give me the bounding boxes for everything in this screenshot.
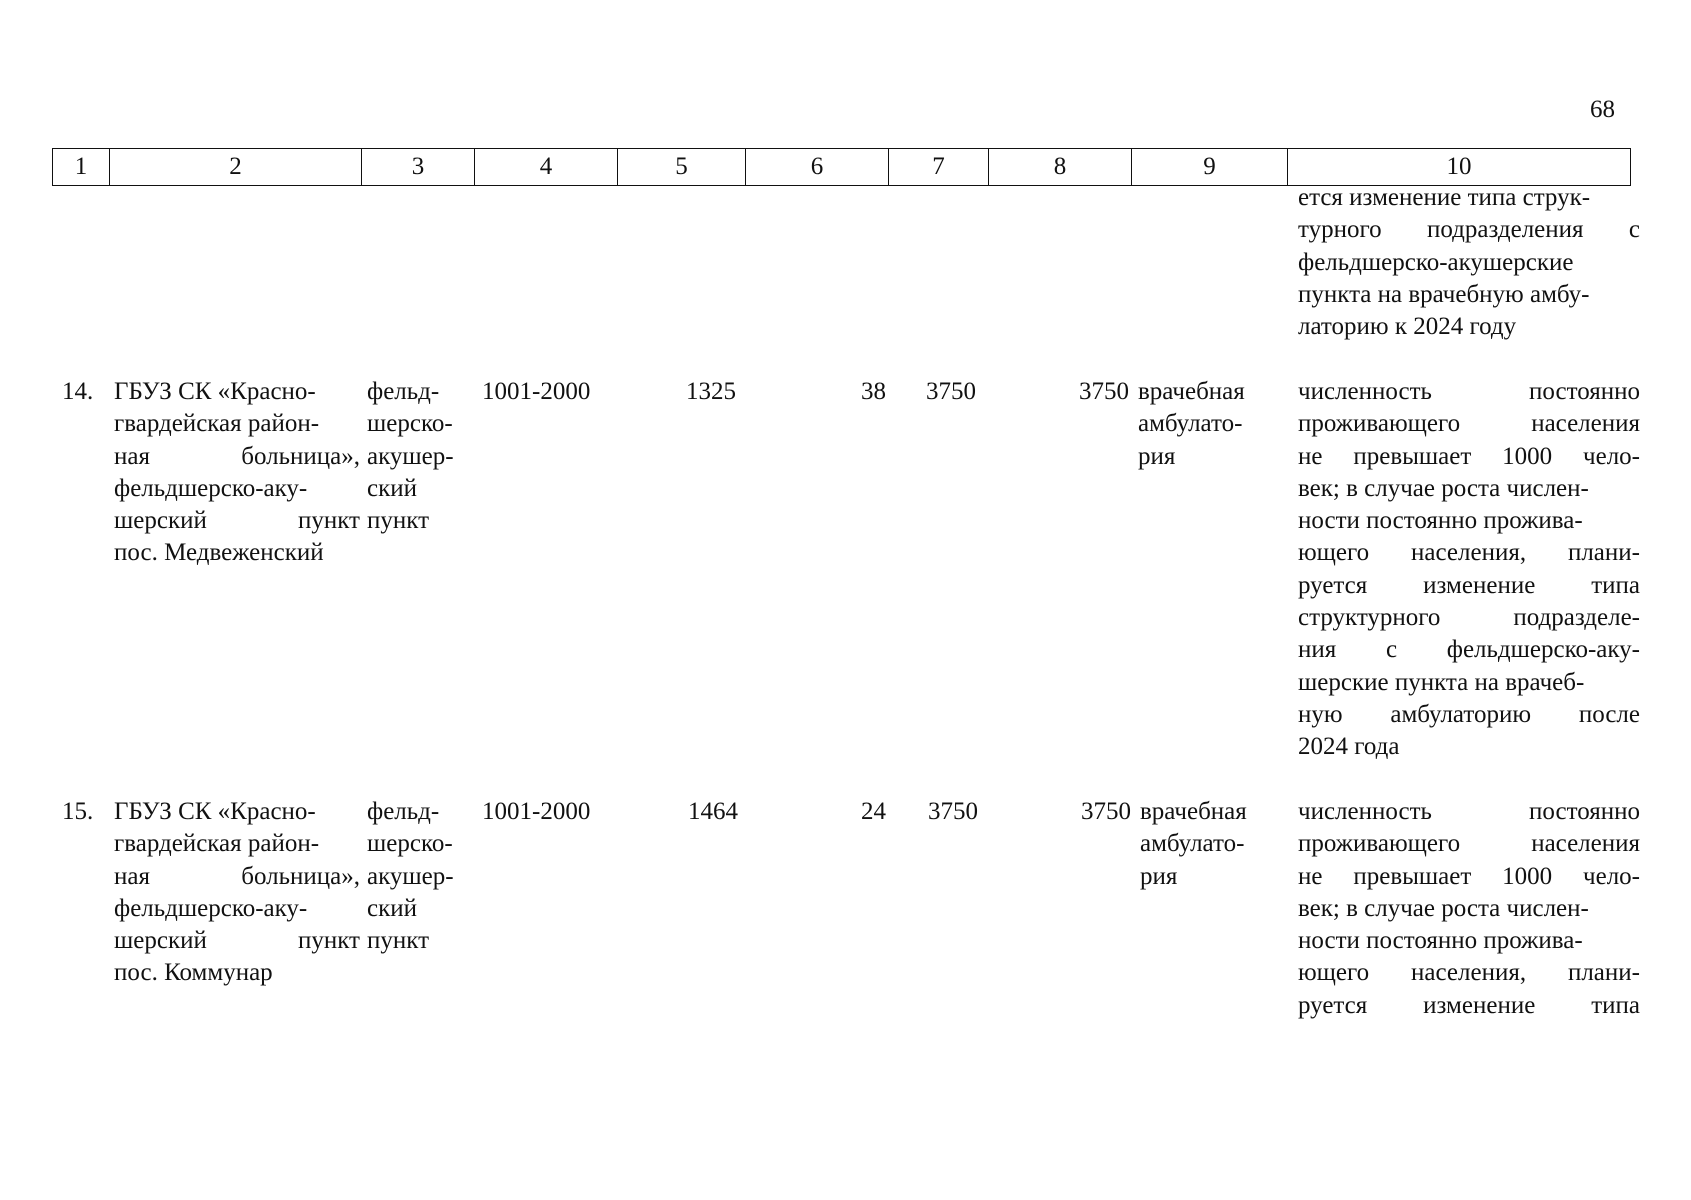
note-line: руется изменение типа (1298, 571, 1640, 599)
name-line: ная больница», (114, 442, 360, 470)
note-line: турного подразделения с (1298, 216, 1640, 244)
name-line: ГБУЗ СК «Красно- (114, 378, 316, 405)
target-line: амбулато- (1138, 410, 1243, 438)
continuation-note (1298, 182, 1640, 343)
type-line: пункт (367, 927, 429, 955)
population-value: 1464 (688, 798, 738, 825)
note-line: ния с фельдшерско-аку- (1298, 636, 1640, 664)
col8-value: 3750 (1079, 378, 1129, 405)
note-line: структурного подразделе- (1298, 604, 1640, 632)
note-line: ную амбулаторию после (1298, 700, 1640, 728)
header-col-4: 4 (475, 149, 618, 186)
note-line: 2024 года (1298, 733, 1400, 761)
row-number: 14. (62, 378, 94, 405)
note-line: ности постоянно прожива- (1298, 507, 1583, 535)
note-line: проживающего населения (1298, 410, 1640, 438)
note (1298, 796, 1640, 1022)
note-line: фельдшерско-акушерские (1298, 248, 1574, 276)
population-range: 1001-2000 (482, 798, 591, 825)
name-line: фельдшерско-аку- (114, 474, 308, 502)
header-col-3: 3 (362, 149, 475, 186)
note-line: не превышает 1000 чело- (1298, 442, 1640, 470)
header-col-5: 5 (618, 149, 746, 186)
row-number: 15. (62, 798, 94, 825)
note-line: численность постоянно (1298, 378, 1640, 405)
header-col-9: 9 (1132, 149, 1288, 186)
target-line: рия (1138, 442, 1176, 470)
note-line: ности постоянно прожива- (1298, 927, 1583, 955)
name-line: шерский пункт (114, 507, 360, 535)
name-line: пос. Медвеженский (114, 539, 324, 567)
type-line: ский (367, 894, 417, 922)
note-line: латорию к 2024 году (1298, 313, 1517, 341)
note-line: шерские пункта на врачеб- (1298, 668, 1585, 696)
name-line: ГБУЗ СК «Красно- (114, 798, 316, 825)
type-line: шерско- (367, 830, 453, 858)
note-line: век; в случае роста числен- (1298, 474, 1589, 502)
type-line: акушер- (367, 862, 454, 890)
header-col-10: 10 (1288, 149, 1631, 186)
facility-name (114, 796, 360, 990)
col8-value: 3750 (1081, 798, 1131, 825)
name-line: пос. Коммунар (114, 959, 273, 987)
note (1298, 376, 1640, 764)
page-number: 68 (1590, 96, 1615, 123)
population-range: 1001-2000 (482, 378, 591, 405)
name-line: шерский пункт (114, 927, 360, 955)
header-col-6: 6 (746, 149, 889, 186)
facility-type (367, 796, 479, 957)
target-line: врачебная (1138, 378, 1245, 405)
target-facility-type (1138, 376, 1245, 473)
type-line: акушер- (367, 442, 454, 470)
target-facility-type (1140, 796, 1247, 893)
name-line: ная больница», (114, 862, 360, 890)
target-line: амбулато- (1140, 830, 1245, 858)
target-line: рия (1140, 862, 1178, 890)
note-line: пункта на врачебную амбу- (1298, 280, 1590, 308)
type-line: пункт (367, 507, 429, 535)
name-line: гвардейская район- (114, 410, 320, 438)
header-col-8: 8 (989, 149, 1132, 186)
name-line: фельдшерско-аку- (114, 894, 308, 922)
note-line: проживающего населения (1298, 830, 1640, 858)
distance-value: 24 (861, 798, 886, 825)
note-line: численность постоянно (1298, 798, 1640, 825)
col7-value: 3750 (926, 378, 976, 405)
note-line: не превышает 1000 чело- (1298, 862, 1640, 890)
header-col-1: 1 (53, 149, 110, 186)
target-line: врачебная (1140, 798, 1247, 825)
distance-value: 38 (861, 378, 886, 405)
note-line: ющего населения, плани- (1298, 539, 1640, 567)
note-line: ющего населения, плани- (1298, 959, 1640, 987)
note-line: руется изменение типа (1298, 991, 1640, 1019)
facility-type (367, 376, 479, 537)
note-line: век; в случае роста числен- (1298, 894, 1589, 922)
header-col-7: 7 (889, 149, 989, 186)
type-line: фельд- (367, 798, 440, 825)
type-line: шерско- (367, 410, 453, 438)
population-value: 1325 (686, 378, 736, 405)
type-line: фельд- (367, 378, 440, 405)
type-line: ский (367, 474, 417, 502)
facility-name (114, 376, 360, 570)
name-line: гвардейская район- (114, 830, 320, 858)
header-col-2: 2 (110, 149, 362, 186)
column-number-header (52, 148, 1631, 186)
note-line: ется изменение типа струк- (1298, 184, 1591, 211)
col7-value: 3750 (928, 798, 978, 825)
